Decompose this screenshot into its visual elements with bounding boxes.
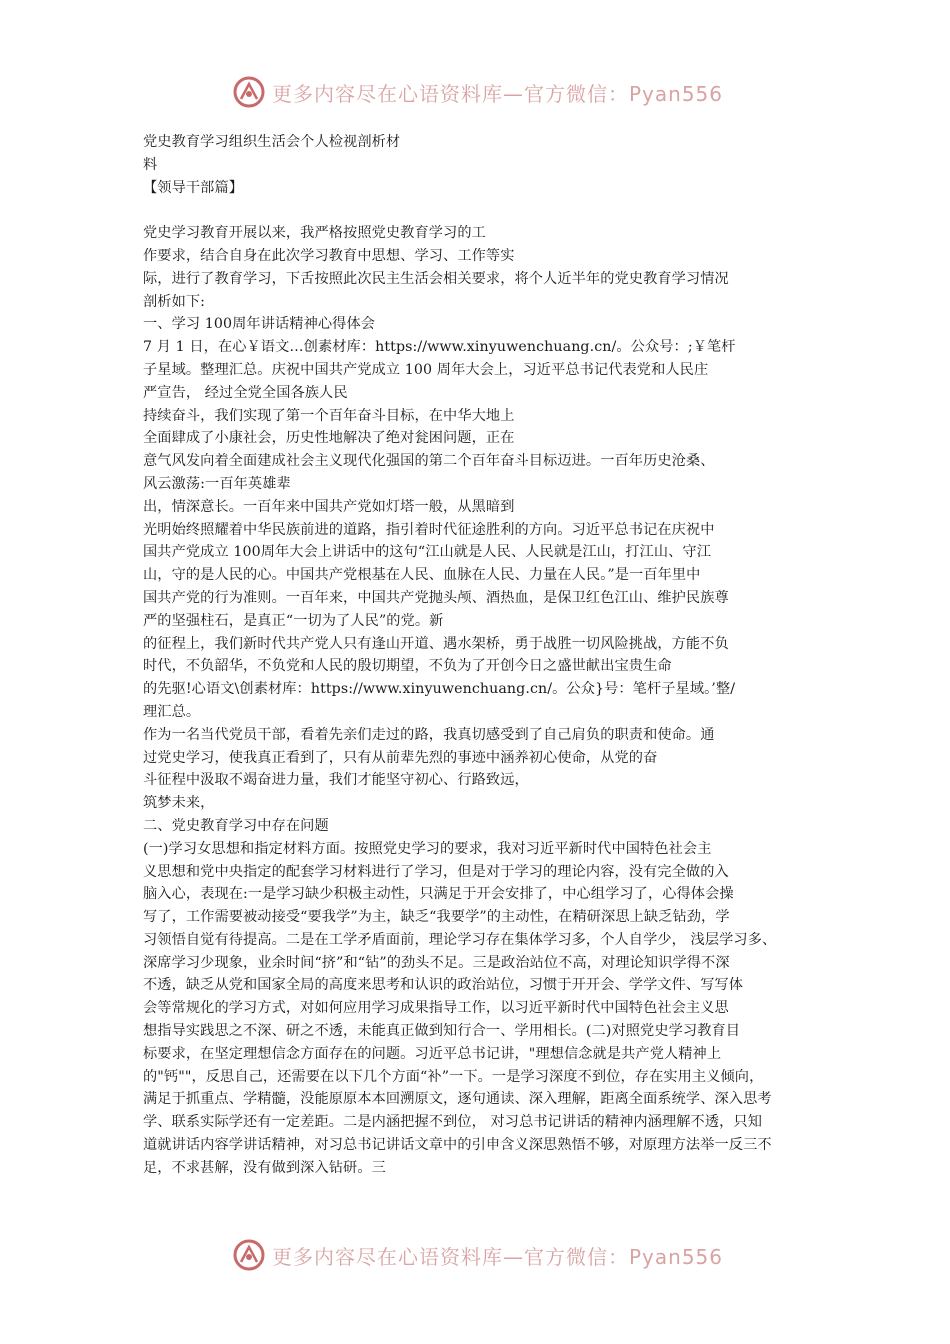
text-line: 料 bbox=[143, 156, 158, 173]
text-line: 一、学习 100周年讲话精神心得体会 bbox=[143, 316, 376, 333]
text-line: 意气风发向着全面建成社会主义现代化强国的第二个百年奋斗目标迈进。一百年历史沧桑、 bbox=[143, 453, 715, 470]
text-line: 的"钙""，反思自己，还需要在以下几个方面“补”一下。一是学习深度不到位，存在实用主义倾向， bbox=[143, 1068, 764, 1085]
banner-text: 更多内容尽在心语资料库—官方微信：Pyan556 bbox=[272, 81, 724, 106]
text-line: 山，守的是人民的心。中国共产党根基在人民、血脉在人民、力量在人民。”是一百年里中 bbox=[143, 567, 701, 584]
text-line: (一)学习女思想和指定材料方面。按照党史学习的要求，我对习近平新时代中国特色社会主 bbox=[143, 840, 712, 857]
text-line: 持续奋斗，我们实现了第一个百年奋斗目标，在中华大地上 bbox=[143, 407, 515, 424]
text-line: 党史教育学习组织生活会个人检视剖析材 bbox=[143, 134, 401, 150]
text-line: 7 月 1 日，在心￥语文…创素材库：https://www.xinyuwenchuang.cn/。公众号：;￥笔杆 bbox=[143, 339, 736, 356]
text-line: 学、联系实际学还有一定差距。二是内涵把握不到位， 对习总书记讲话的精神内涵理解不透，只知 bbox=[143, 1114, 762, 1131]
text-line: 党史学习教育开展以来，我严格按照党史教育学习的工 bbox=[143, 225, 486, 242]
text-line: 光明始终照耀着中华民族前进的道路，指引着时代征途胜利的方向。习近平总书记在庆祝中 bbox=[143, 521, 715, 538]
text-line: 二、党史教育学习中存在问题 bbox=[143, 817, 329, 834]
text-line: 风云激荡:一百年英雄辈 bbox=[143, 475, 291, 492]
document-body bbox=[143, 131, 833, 1180]
text-line: 斗征程中汲取不竭奋进力量，我们才能坚守初心、行路致远， bbox=[143, 772, 529, 789]
banner-text: 更多内容尽在心语资料库—官方微信：Pyan556 bbox=[272, 1244, 724, 1269]
text-line: 标要求，在坚定理想信念方面存在的问题。习近平总书记讲，"理想信念就是共产党人精神上 bbox=[143, 1045, 722, 1062]
text-line: 过党史学习，使我真正看到了，只有从前辈先烈的事迹中涵养初心使命，从党的奋 bbox=[143, 749, 658, 766]
header-watermark-banner bbox=[232, 72, 723, 112]
text-line: 时代，不负韶华，不负党和人民的殷切期望，不负为了开创今日之盛世献出宝贵生命 bbox=[143, 658, 672, 675]
text-line: 的征程上，我们新时代共产党人只有逢山开道、遇水架桥，勇于战胜一切风险挑战，方能不负 bbox=[143, 635, 729, 652]
text-line: 脑入心，表现在:一是学习缺少积极主动性，只满足于开会安排了，中心组学习了，心得体会操 bbox=[143, 886, 734, 903]
text-line: 国共产党成立 100周年大会上讲话中的这句“江山就是人民、人民就是江山，打江山、守江 bbox=[143, 544, 711, 561]
text-line: 想指导实践思之不深、研之不透，未能真正做到知行合一、学用相长。(二)对照党史学习教育目 bbox=[143, 1023, 741, 1040]
logo-icon bbox=[232, 1238, 266, 1272]
text-line: 足，不求甚解，没有做到深入钻研。三 bbox=[143, 1159, 386, 1176]
text-line: 理汇总。 bbox=[143, 703, 201, 720]
text-line: 道就讲话内容学讲话精神，对习总书记讲话文章中的引申含义深思熟悟不够，对原理方法举一反三不 bbox=[143, 1137, 772, 1154]
text-line: 全面肆成了小康社会，历史性地解决了绝对瓮困问题，正在 bbox=[143, 430, 515, 447]
text-line: 际，进行了教育学习，下舌按照此次民主生活会相关要求，将个人近半年的党史教育学习情况 bbox=[143, 270, 729, 287]
text-line: 写了，工作需要被动接受“要我学”为主，缺乏“我要学”的主动性，在精研深思上缺乏钻劲，学 bbox=[143, 909, 730, 926]
text-line: 深席学习少现象，业余时间“挤”和“钻”的劲头不足。三是政治站位不高，对理论知识学得不深 bbox=[143, 954, 730, 971]
text-line: 筑梦未来， bbox=[143, 795, 215, 812]
text-line: 不透，缺乏从党和国家全局的高度来思考和认识的政治站位，习惯于开开会、学学文件、写写体 bbox=[143, 977, 744, 994]
text-line: 子星域。整理汇总。庆祝中国共产党成立 100 周年大会上，习近平总书记代表党和人民庄 bbox=[143, 361, 709, 378]
text-line: 的先驱!心语文\创素材库：https://www.xinyuwenchuang.cn/。公众}号：笔杆子星域。’整/ bbox=[143, 681, 736, 698]
text-line: 剖析如下: bbox=[143, 293, 206, 310]
footer-watermark-banner bbox=[232, 1235, 723, 1275]
text-line: 义思想和党中央指定的配套学习材料进行了学习，但是对于学习的理论内容，没有完全做的入 bbox=[143, 863, 729, 880]
text-line: 国共产党的行为准则。一百年来，中国共产党抛头颅、酒热血，是保卫红色江山、维护民族尊 bbox=[143, 589, 729, 606]
text-line: 出，情深意长。一百年来中国共产党如灯塔一般，从黑暗到 bbox=[143, 498, 515, 515]
blank-line bbox=[143, 199, 833, 222]
text-line: 严宣告， 经过全党全国各族人民 bbox=[143, 384, 348, 401]
text-line: 严的坚强柱石，是真正“一切为了人民”的党。新 bbox=[143, 612, 444, 629]
text-line: 会等常规化的学习方式，对如何应用学习成果指导工作，以习近平新时代中国特色社会主义思 bbox=[143, 1000, 729, 1017]
logo-icon bbox=[232, 75, 266, 109]
text-line: 作要求，结合自身在此次学习教育中思想、学习、工作等实 bbox=[143, 247, 515, 264]
text-line: 满足于抓重点、学精髓，没能原原本本回溯原文，逐句通读、深入理解，距离全面系统学、深入思考 bbox=[143, 1091, 772, 1108]
text-line: 【领导干部篇】 bbox=[143, 179, 244, 196]
text-line: 习领悟自觉有待提高。二是在工学矛盾面前，理论学习存在集体学习多，个人自学少， 浅层学习多、 bbox=[143, 931, 777, 948]
text-line: 作为一名当代党员干部，看着先亲们走过的路，我真切感受到了自己肩负的职责和使命。通 bbox=[143, 726, 715, 743]
